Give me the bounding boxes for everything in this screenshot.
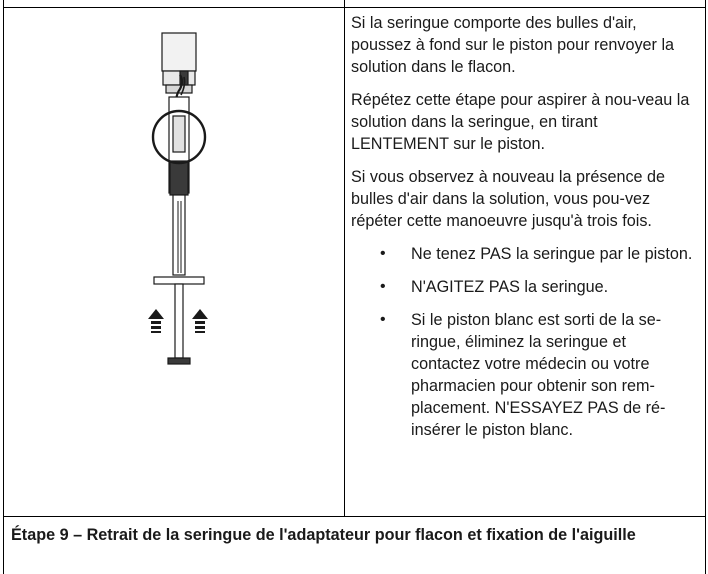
warning-item: • Si le piston blanc est sorti de la se-ringue, éliminez la seringue et contactez votre médecin ou votre pharmacien pour obtenir son rem-placement. N'ESSAYEZ PAS de ré-insérer le piston blanc. — [411, 309, 697, 441]
instruction-paragraph: Si la seringue comporte des bulles d'air, poussez à fond sur le piston pour renvoyer la solution dans le flacon. — [351, 14, 675, 76]
step-title: Étape 9 – Retrait de la seringue de l'adaptateur pour flacon et fixation de l'aiguille — [11, 526, 636, 544]
warning-list — [351, 243, 697, 441]
table-column-divider — [344, 0, 345, 516]
warning-item: • N'AGITEZ PAS la seringue. — [411, 276, 697, 298]
instruction-paragraph: Si vous observez à nouveau la présence de bulles d'air dans la solution, vous pou-vez répéter cette manoeuvre jusqu'à trois fois. — [351, 168, 666, 230]
table-right-border — [705, 0, 706, 574]
up-arrow-icon — [148, 309, 164, 333]
instruction-paragraph: Répétez cette étape pour aspirer à nou-veau la solution dans la seringue, en tirant LENTEMENT sur le piston. — [351, 91, 690, 153]
table-row-divider — [3, 516, 706, 517]
syringe-illustration — [4, 11, 340, 511]
table-top-border — [3, 7, 706, 8]
instruction-text — [351, 12, 697, 452]
up-arrow-icon — [192, 309, 208, 333]
warning-item: • Ne tenez PAS la seringue par le piston. — [411, 243, 697, 265]
